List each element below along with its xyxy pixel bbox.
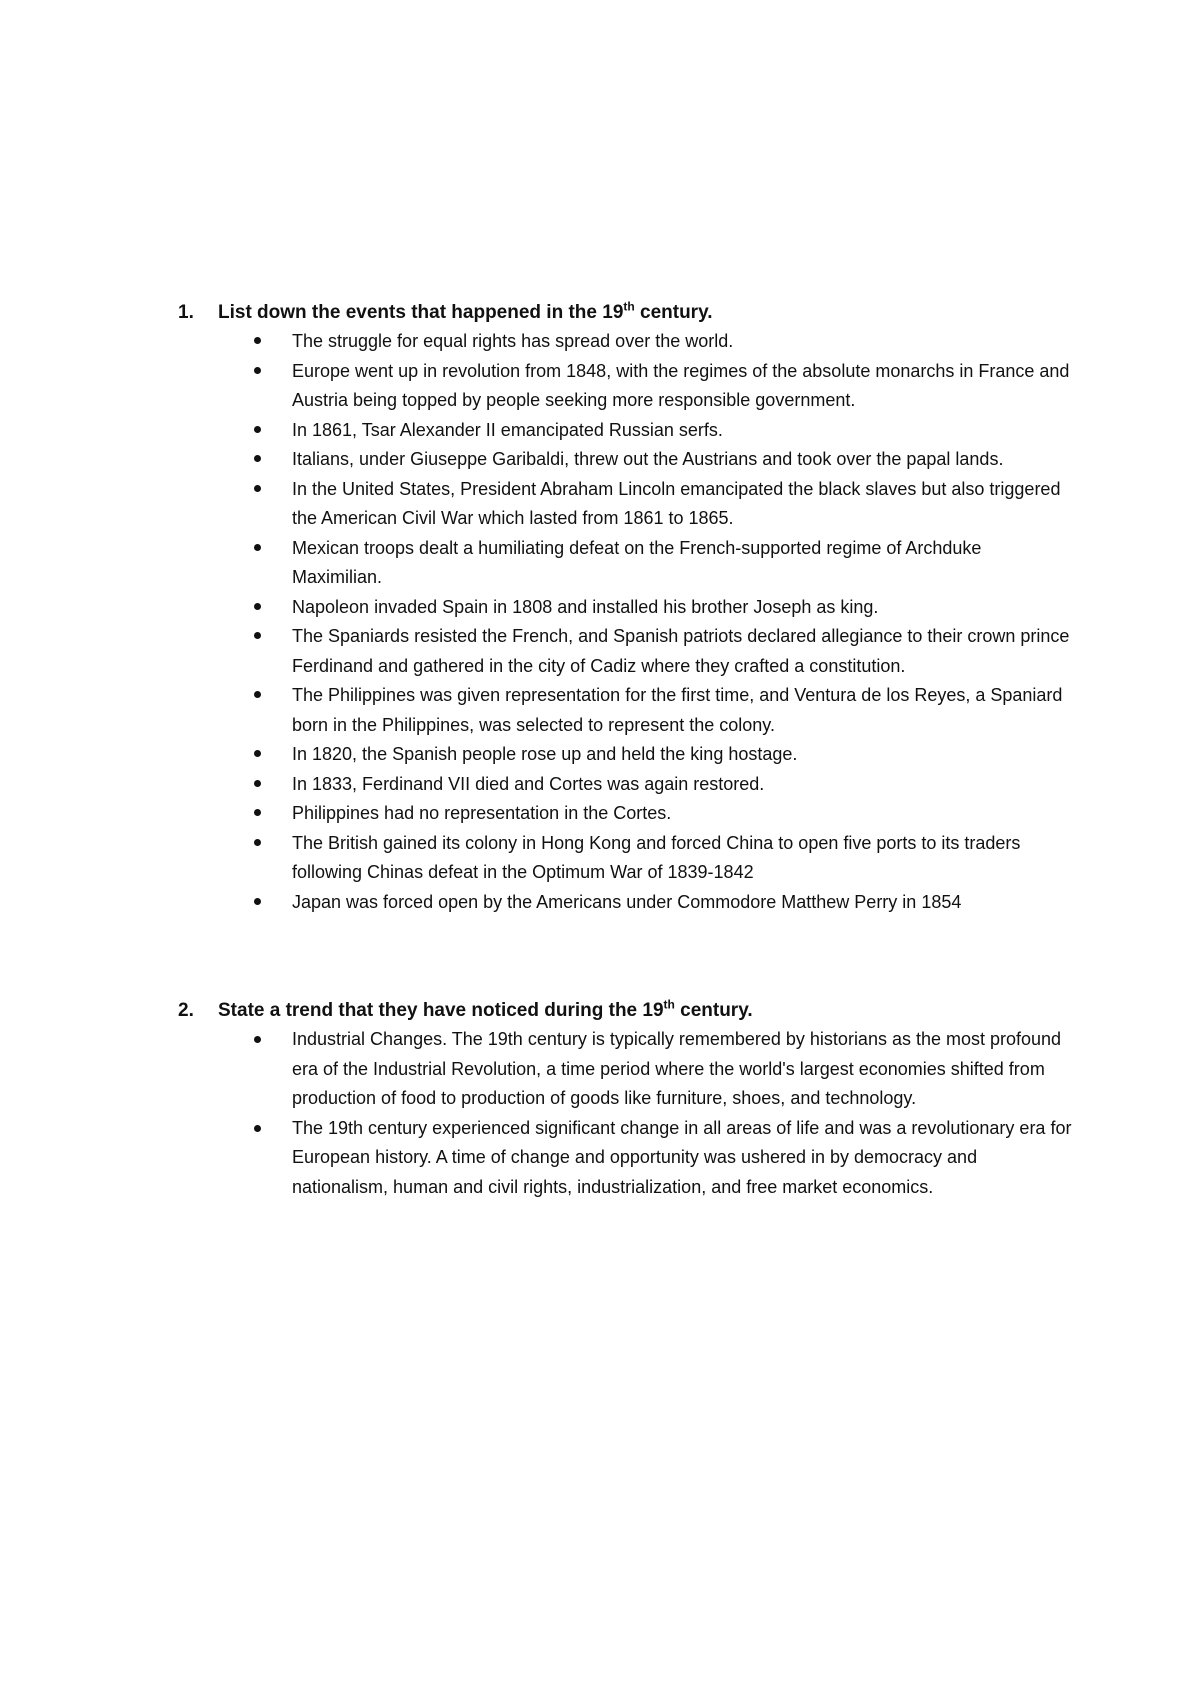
list-item: Europe went up in revolution from 1848, with the regimes of the absolute monarchs in France and Austria being topped by people seeking more responsible government. — [178, 357, 1072, 416]
question-text: State a trend that they have noticed during the 19th century. — [218, 997, 753, 1021]
bullet-icon — [254, 367, 261, 374]
bullet-icon — [254, 898, 261, 905]
list-item: Philippines had no representation in the Cortes. — [178, 799, 1072, 829]
question-number: 2. — [178, 1000, 194, 1021]
list-item: In 1820, the Spanish people rose up and held the king hostage. — [178, 740, 1072, 770]
list-item: The struggle for equal rights has spread over the world. — [178, 327, 1072, 357]
bullet-list — [178, 1025, 1078, 1202]
bullet-icon — [254, 839, 261, 846]
list-item: In the United States, President Abraham Lincoln emancipated the black slaves but also triggered the American Civil War which lasted from 1861 to 1865. — [178, 475, 1072, 534]
bullet-icon — [254, 1125, 261, 1132]
list-item: The Philippines was given representation for the first time, and Ventura de los Reyes, a Spaniard born in the Philippines, was selected to represent the colony. — [178, 681, 1072, 740]
bullet-icon — [254, 426, 261, 433]
list-item: Japan was forced open by the Americans under Commodore Matthew Perry in 1854 — [178, 888, 1072, 918]
question-section-1 — [178, 298, 1078, 917]
list-item: Mexican troops dealt a humiliating defeat on the French-supported regime of Archduke Maximilian. — [178, 534, 1072, 593]
bullet-icon — [254, 632, 261, 639]
question-heading — [178, 298, 1078, 327]
bullet-icon — [254, 1036, 261, 1043]
list-item: Industrial Changes. The 19th century is typically remembered by historians as the most profound era of the Industrial Revolution, a time period where the world's largest economies shifted from production of food to production of goods like furniture, shoes, and technology. — [178, 1025, 1072, 1114]
bullet-icon — [254, 809, 261, 816]
list-item: The 19th century experienced significant change in all areas of life and was a revolutionary era for European history. A time of change and opportunity was ushered in by democracy and nationalism, human and civil rights, industrialization, and free market economics. — [178, 1114, 1072, 1203]
bullet-icon — [254, 750, 261, 757]
list-item: The Spaniards resisted the French, and Spanish patriots declared allegiance to their crown prince Ferdinand and gathered in the city of Cadiz where they crafted a constitution. — [178, 622, 1072, 681]
bullet-icon — [254, 780, 261, 787]
bullet-icon — [254, 603, 261, 610]
bullet-icon — [254, 485, 261, 492]
question-section-2 — [178, 996, 1078, 1202]
bullet-icon — [254, 544, 261, 551]
bullet-list — [178, 327, 1078, 917]
question-number: 1. — [178, 302, 194, 323]
question-text: List down the events that happened in the 19th century. — [218, 299, 713, 323]
list-item: In 1861, Tsar Alexander II emancipated Russian serfs. — [178, 416, 1072, 446]
bullet-icon — [254, 691, 261, 698]
list-item: Italians, under Giuseppe Garibaldi, threw out the Austrians and took over the papal lands. — [178, 445, 1072, 475]
list-item: The British gained its colony in Hong Kong and forced China to open five ports to its traders following Chinas defeat in the Optimum War of 1839-1842 — [178, 829, 1072, 888]
bullet-icon — [254, 455, 261, 462]
list-item: In 1833, Ferdinand VII died and Cortes was again restored. — [178, 770, 1072, 800]
list-item: Napoleon invaded Spain in 1808 and installed his brother Joseph as king. — [178, 593, 1072, 623]
bullet-icon — [254, 337, 261, 344]
question-heading — [178, 996, 1078, 1025]
